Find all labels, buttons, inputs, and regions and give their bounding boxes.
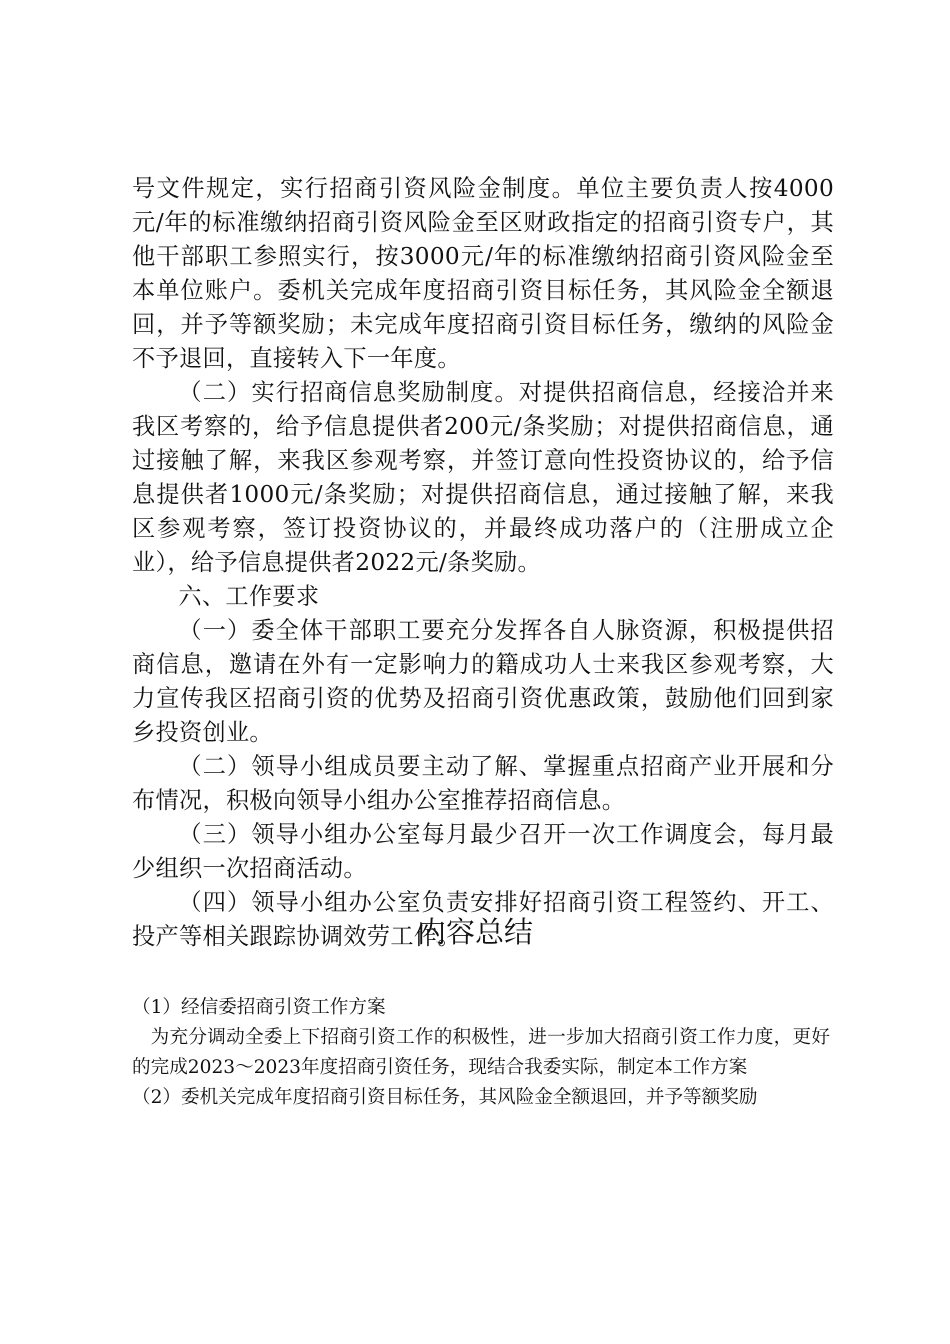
summary-item-2: （2）委机关完成年度招商引资目标任务，其风险金全额退回，并予等额奖励 [132,1087,758,1108]
paragraph-requirement-3: （三）领导小组办公室每月最少召开一次工作调度会，每月最少组织一次招商活动。 [132,821,834,882]
body-text [132,172,834,954]
summary-item-1-body: 为充分调动全委上下招商引资工作的积极性，进一步加大招商引资工作力度，更好的完成2023～2023年度招商引资任务，现结合我委实际，制定本工作方案 [132,1027,830,1078]
paragraph-requirement-1: （一）委全体干部职工要充分发挥各自人脉资源，积极提供招商信息，邀请在外有一定影响力的籍成功人士来我区参观考察，大力宣传我区招商引资的优势及招商引资优惠政策，鼓励他们回到家乡投资创业。 [132,617,834,746]
paragraph-info-reward: （二）实行招商信息奖励制度。对提供招商信息，经接洽并来我区考察的，给予信息提供者200元/条奖励；对提供招商信息，通过接触了解，来我区参观考察，并签订意向性投资协议的，给予信息提供者1000元/条奖励；对提供招商信息，通过接触了解，来我区参观考察，签订投资协议的，并最终成功落户的（注册成立企业），给予信息提供者2022元/条奖励。 [132,379,834,576]
summary-section [132,993,830,1113]
paragraph-requirement-2: （二）领导小组成员要主动了解、掌握重点招商产业开展和分布情况，积极向领导小组办公室推荐招商信息。 [132,753,834,814]
summary-item-1: （1）经信委招商引资工作方案 [132,997,386,1018]
section-heading-work-requirements: 六、工作要求 [178,583,320,610]
paragraph-requirement-4: （四）领导小组办公室负责安排好招商引资工程签约、开工、投产等相关跟踪协调效劳工作。 [132,889,834,950]
paragraph-risk-fund: 号文件规定，实行招商引资风险金制度。单位主要负责人按4000元/年的标准缴纳招商引资风险金至区财政指定的招商引资专户，其他干部职工参照实行，按3000元/年的标准缴纳招商引资风险金至本单位账户。委机关完成年度招商引资目标任务，其风险金全额退回，并予等额奖励；未完成年度招商引资目标任务，缴纳的风险金不予退回，直接转入下一年度。 [132,175,834,372]
summary-title: 内容总结 [416,915,533,949]
